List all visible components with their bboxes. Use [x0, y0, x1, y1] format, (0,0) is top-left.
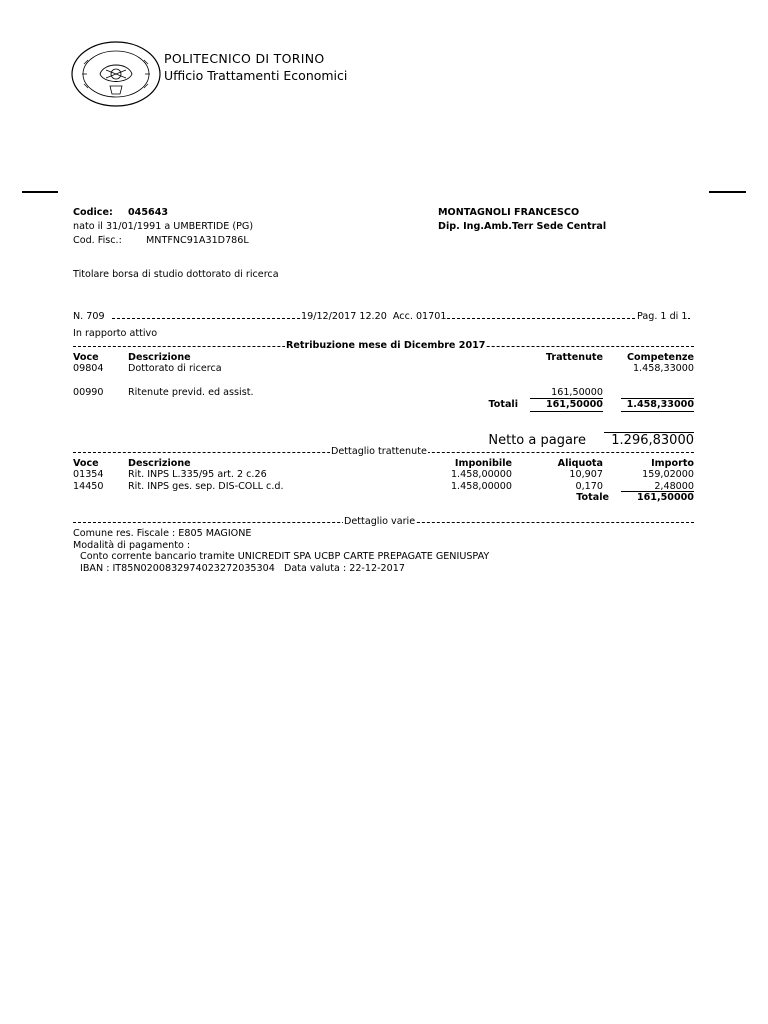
office-name: Ufficio Trattamenti Economici	[164, 68, 348, 83]
netto-value: 1.296,83000	[611, 433, 694, 448]
totals-competenze: 1.458,33000	[626, 399, 694, 410]
employee-name: MONTAGNOLI FRANCESCO	[438, 207, 580, 218]
row-descrizione: Rit. INPS L.335/95 art. 2 c.26	[128, 469, 267, 480]
retribuzione-title: Retribuzione mese di Dicembre 2017	[286, 340, 486, 351]
totals-underline-trattenute	[530, 411, 603, 412]
total-value: 161,50000	[636, 492, 694, 503]
row-imponibile: 1.458,00000	[450, 481, 512, 492]
netto-label: Netto a pagare	[488, 433, 586, 448]
row-importo: 2,48000	[654, 481, 694, 492]
trattenute-title: Dettaglio trattenute	[331, 446, 427, 457]
margin-mark-left	[22, 191, 58, 193]
col-competenze-header: Competenze	[626, 352, 694, 363]
col-voce-header: Voce	[73, 458, 99, 469]
department: Dip. Ing.Amb.Terr Sede Central	[438, 221, 607, 232]
row-importo: 159,02000	[642, 469, 694, 480]
birth-info: nato il 31/01/1991 a UMBERTIDE (PG)	[73, 221, 254, 232]
role: Titolare borsa di studio dottorato di ricerca	[73, 269, 279, 280]
university-seal-logo	[70, 40, 162, 108]
code-label: Codice:	[73, 207, 113, 218]
col-imponibile-header: Imponibile	[454, 458, 512, 469]
employee-code: 045643	[128, 207, 169, 218]
row-voce: 01354	[73, 469, 104, 480]
row-voce: 00990	[73, 387, 104, 398]
row-descrizione: Rit. INPS ges. sep. DIS-COLL c.d.	[128, 481, 284, 492]
row-trattenute: 161,50000	[551, 387, 603, 398]
varie-title: Dettaglio varie	[344, 516, 416, 527]
row-descrizione: Ritenute previd. ed assist.	[128, 387, 254, 398]
doc-number: N. 709	[73, 311, 105, 322]
row-voce: 14450	[73, 481, 104, 492]
col-trattenute-header: Trattenute	[545, 352, 603, 363]
fiscal-code: MNTFNC91A31D786L	[146, 235, 249, 246]
col-descrizione-header: Descrizione	[128, 458, 191, 469]
status: In rapporto attivo	[73, 328, 158, 339]
col-voce-header: Voce	[73, 352, 99, 363]
iban: IBAN : IT85N0200832974023272035304 Data valuta : 22-12-2017	[80, 563, 405, 574]
totals-label: Totali	[488, 399, 518, 410]
row-competenze: 1.458,33000	[632, 363, 694, 374]
fiscal-code-label: Cod. Fisc.:	[73, 235, 122, 246]
margin-mark-right	[709, 191, 746, 193]
row-descrizione: Dottorato di ricerca	[128, 363, 222, 374]
row-aliquota: 10,907	[569, 469, 603, 480]
comune-fiscale: Comune res. Fiscale : E805 MAGIONE	[73, 528, 252, 539]
page-indicator: Pag. 1 di 1	[637, 311, 688, 322]
bank-account: Conto corrente bancario tramite UNICREDIT SPA UCBP CARTE PREPAGATE GENIUSPAY	[80, 551, 490, 562]
totals-underline-competenze	[621, 411, 694, 412]
col-importo-header: Importo	[651, 458, 694, 469]
payment-method-label: Modalità di pagamento :	[73, 540, 191, 551]
col-descrizione-header: Descrizione	[128, 352, 191, 363]
totals-trattenute: 161,50000	[545, 399, 603, 410]
row-imponibile: 1.458,00000	[450, 469, 512, 480]
institution-name: POLITECNICO DI TORINO	[164, 51, 325, 66]
total-label: Totale	[576, 492, 609, 503]
doc-datetime: 19/12/2017 12.20 Acc. 01701	[301, 311, 447, 322]
row-aliquota: 0,170	[575, 481, 603, 492]
col-aliquota-header: Aliquota	[557, 458, 603, 469]
row-voce: 09804	[73, 363, 104, 374]
